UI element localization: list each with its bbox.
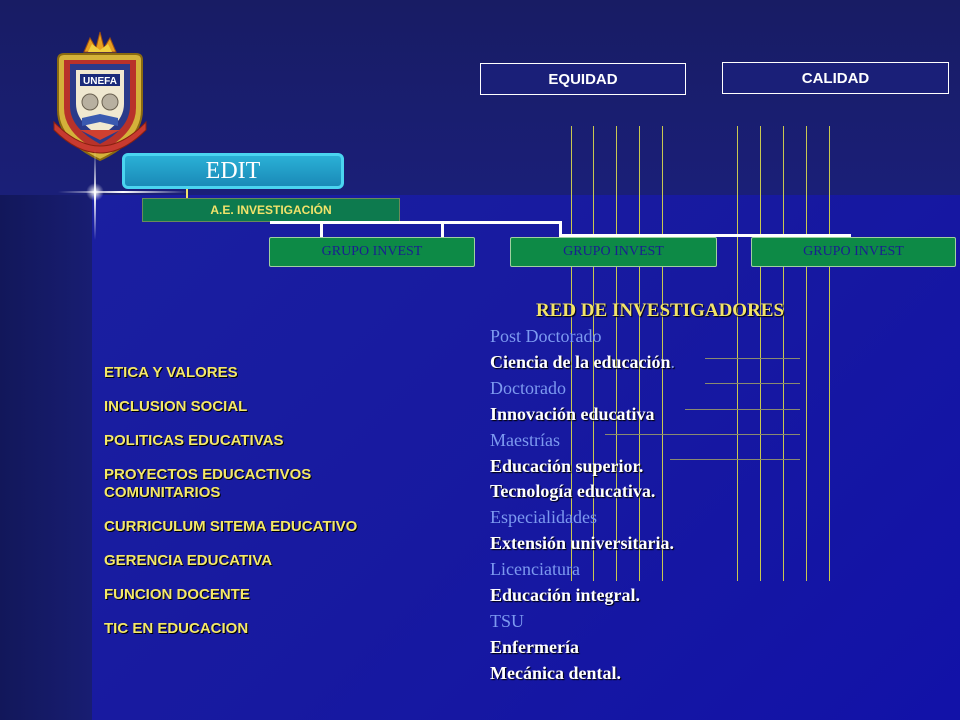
unefa-shield-logo: [50, 30, 150, 165]
equidad-box: [480, 63, 686, 95]
research-lines-list: [104, 364, 444, 638]
group-label: GRUPO INVEST: [321, 244, 423, 259]
degree-heading: Especialidades: [490, 507, 597, 528]
group-node: [510, 237, 717, 267]
edit-node: [122, 153, 344, 189]
program-item: Educación integral.: [490, 585, 641, 606]
research-line-item: INCLUSION SOCIAL: [104, 398, 248, 415]
research-line-item: FUNCION DOCENTE: [104, 586, 250, 603]
degree-heading: Licenciatura: [490, 559, 580, 580]
left-band: [0, 195, 92, 720]
degree-heading: TSU: [490, 610, 525, 631]
program-item: Enfermería: [490, 636, 579, 657]
program-item: [490, 350, 820, 376]
research-line-item: PROYECTOS EDUCACTIVOS COMUNITARIOS: [104, 466, 312, 501]
program-item: Extensión universitaria.: [490, 533, 675, 554]
light-flare-center: [86, 183, 104, 201]
investigacion-label: A.E. INVESTIGACIÓN: [210, 203, 332, 217]
research-line-item: TIC EN EDUCACION: [104, 620, 249, 637]
research-line-item: GERENCIA EDUCATIVA: [104, 552, 273, 569]
group-node: [751, 237, 956, 267]
grid-vline: [829, 126, 830, 581]
degree-heading: Post Doctorado: [490, 326, 602, 346]
research-line-item: POLITICAS EDUCATIVAS: [104, 432, 284, 449]
edit-label: EDIT: [205, 157, 261, 184]
program-item: Educación superior.: [490, 455, 644, 476]
group-label: GRUPO INVEST: [563, 244, 664, 259]
equidad-label: EQUIDAD: [548, 70, 618, 88]
light-flare-horizontal: [58, 191, 188, 193]
research-line-item: ETICA Y VALORES: [104, 364, 238, 381]
research-line-item: CURRICULUM SITEMA EDUCATIVO: [104, 518, 358, 535]
org-connector: [441, 221, 444, 237]
calidad-label: CALIDAD: [801, 69, 870, 87]
program-item: Tecnología educativa.: [490, 481, 656, 502]
degree-heading: Doctorado: [490, 377, 566, 398]
investigacion-node: [142, 198, 400, 222]
program-item: Innovación educativa: [490, 403, 655, 424]
program-suffix: .: [670, 351, 675, 372]
network-list: [490, 324, 820, 687]
network-title: RED DE INVESTIGADORES: [535, 300, 785, 321]
degree-heading: Maestrías: [490, 429, 560, 450]
logo-text: UNEFA: [83, 76, 117, 87]
org-connector: [320, 221, 323, 237]
program-item: Mecánica dental.: [490, 662, 621, 683]
group-node: [269, 237, 475, 267]
group-label: GRUPO INVEST: [803, 244, 904, 259]
org-connector: [270, 221, 562, 224]
program-label: Ciencia de la educación: [490, 351, 671, 372]
calidad-box: [722, 62, 949, 94]
